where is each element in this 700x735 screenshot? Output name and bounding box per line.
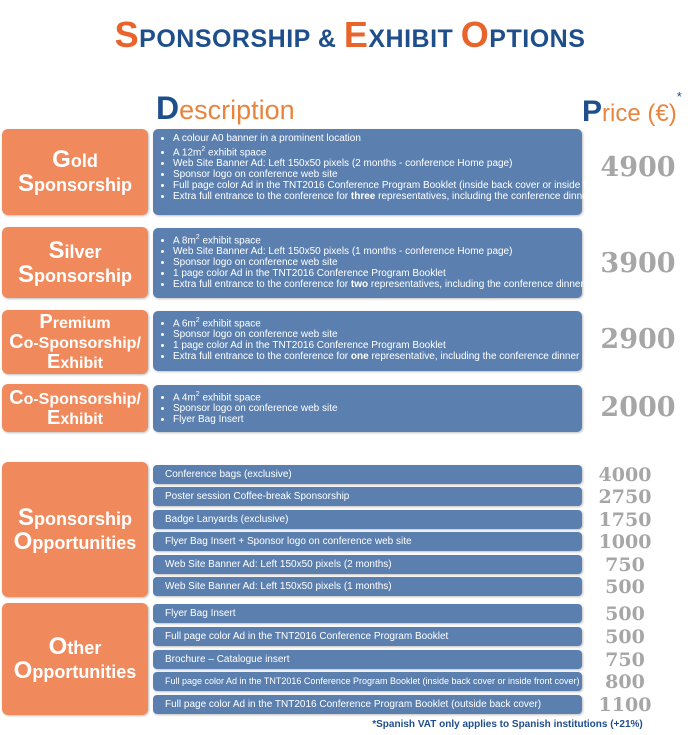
table-row: Flyer Bag Insert — [153, 604, 582, 623]
silver-price: 3900 — [600, 248, 676, 279]
table-row: Full page color Ad in the TNT2016 Conference Program Booklet (outside back cover) — [153, 695, 582, 714]
table-row: Web Site Banner Ad: Left 150x50 pixels (1 months) — [153, 577, 582, 596]
other-opportunities-box — [2, 603, 148, 715]
list-item: • Full page color Ad in the TNT2016 Conference Program Booklet (inside back cover or inside front cover) — [173, 180, 576, 191]
description-header: Description — [156, 90, 295, 126]
cosponsorship-description — [153, 385, 582, 432]
list-item: • A $8m^2$ exhibit space — [173, 232, 576, 246]
list-item: • Extra full entrance to the conference for three representatives, including the conference dinner — [173, 191, 576, 202]
price-header: Price (€)* — [582, 89, 682, 128]
row-price: 4000 — [598, 464, 652, 486]
list-item: • A colour A0 banner in a prominent location — [173, 133, 576, 144]
table-row: Poster session Coffee-break Sponsorship — [153, 487, 582, 506]
list-item: • Extra full entrance to the conference for two representatives, including the conference dinner — [173, 279, 576, 290]
gold-description — [153, 129, 634, 215]
table-row: Conference bags (exclusive) — [153, 465, 582, 484]
list-item: • Extra full entrance to the conference for one representative, including the conference dinner — [173, 351, 576, 362]
table-row: Badge Lanyards (exclusive) — [153, 510, 582, 529]
table-row: Full page color Ad in the TNT2016 Conference Program Booklet — [153, 627, 582, 646]
list-item: • Sponsor logo on conference web site — [173, 329, 576, 340]
package-title: Silver Sponsorship — [17, 236, 132, 288]
premium-price: 2900 — [600, 324, 676, 355]
row-price: 500 — [605, 603, 645, 625]
list-item: • Flyer Bag Insert — [173, 414, 576, 425]
row-price: 1750 — [598, 509, 652, 531]
list-item: • Web Site Banner Ad: Left 150x50 pixels (2 months - conference Home page) — [173, 158, 576, 169]
list-item: • Sponsor logo on conference web site — [173, 169, 576, 180]
table-row: Full page color Ad in the TNT2016 Conference Program Booklet (inside back cover or inside front cover) — [153, 672, 582, 691]
premium-cosponsorship-box — [2, 310, 148, 374]
row-price: 1000 — [598, 531, 652, 553]
sponsorship-opportunities-box — [2, 462, 148, 597]
table-row: Web Site Banner Ad: Left 150x50 pixels (2 months) — [153, 555, 582, 574]
silver-sponsorship-box — [2, 227, 148, 298]
table-row: Brochure – Catalogue insert — [153, 650, 582, 669]
list-item: • Web Site Banner Ad: Left 150x50 pixels (1 months - conference Home page) — [173, 246, 576, 257]
section-title: Other Opportunities — [13, 633, 137, 684]
list-item: • 1 page color Ad in the TNT2016 Conference Program Booklet — [173, 340, 576, 351]
package-title: Gold Sponsorship — [17, 146, 132, 197]
row-price: 1100 — [598, 694, 652, 716]
row-price: 750 — [605, 649, 645, 671]
gold-price: 4900 — [600, 152, 676, 183]
list-item: • Sponsor logo on conference web site — [173, 257, 576, 268]
vat-footnote: *Spanish VAT only applies to Spanish institutions (+21%) — [372, 719, 643, 730]
row-price: 500 — [605, 576, 645, 598]
row-price: 800 — [605, 671, 645, 693]
table-row: Flyer Bag Insert + Sponsor logo on conference web site — [153, 532, 582, 551]
cosponsorship-exhibit-box — [2, 384, 148, 432]
list-item: • A $4m^2$ exhibit space — [173, 389, 576, 403]
list-item: • A $12m^2$ exhibit space — [173, 144, 576, 158]
list-item: • 1 page color Ad in the TNT2016 Conference Program Booklet — [173, 268, 576, 279]
premium-description — [153, 311, 582, 371]
gold-sponsorship-box — [2, 129, 148, 215]
row-price: 2750 — [598, 486, 652, 508]
page-title: SPONSORSHIP & EXHIBIT OPTIONS — [114, 14, 586, 55]
row-price: 500 — [605, 626, 645, 648]
row-price: 750 — [605, 554, 645, 576]
package-title: Co-Sponsorship/ Exhibit — [9, 387, 141, 429]
cosponsorship-price: 2000 — [600, 392, 676, 423]
list-item: • A $6m^2$ exhibit space — [173, 315, 576, 329]
silver-description — [153, 228, 582, 298]
list-item: • Sponsor logo on conference web site — [173, 403, 576, 414]
package-title: Premium Co-Sponsorship/ Exhibit — [9, 311, 141, 373]
section-title: Sponsorship Opportunities — [13, 503, 137, 555]
